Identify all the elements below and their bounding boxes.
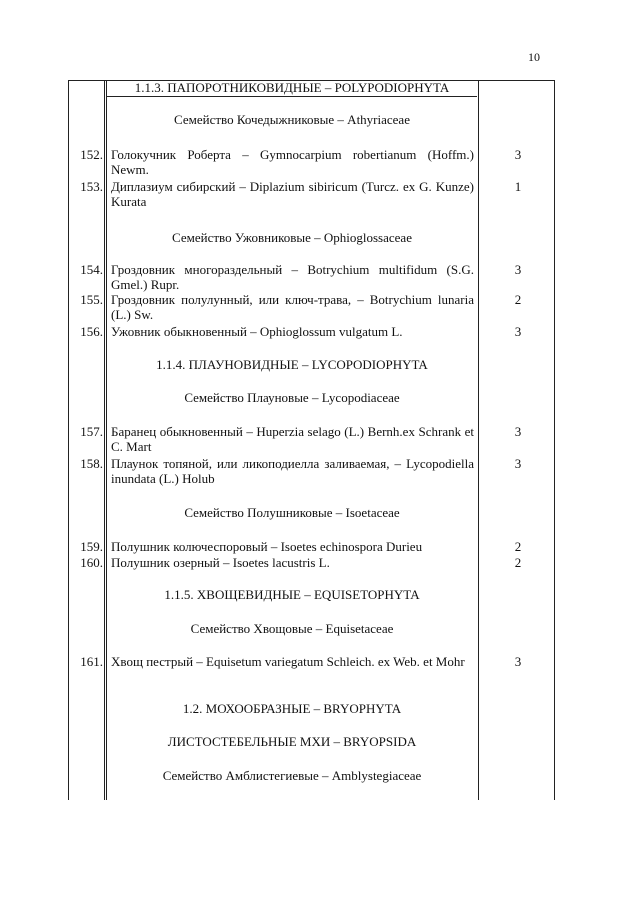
family-heading-equisetaceae: Семейство Хвощовые – Equisetaceae [190, 621, 394, 636]
entry-number: 156. [80, 324, 103, 339]
entry-category: 3 [514, 147, 522, 162]
entry-category: 3 [514, 654, 522, 669]
family-heading-isoetaceae: Семейство Полушниковые – Isoetaceae [184, 505, 400, 520]
entry-name: Ужовник обыкновенный – Ophioglossum vulgatum L. [111, 324, 403, 339]
section-heading-1-1-4: 1.1.4. ПЛАУНОВИДНЫЕ – LYCOPODIOPHYTA [156, 357, 428, 372]
entry-category: 3 [514, 424, 522, 439]
entry-name: Гроздовник многораздельный – Botrychium multifidum (S.G. Gmel.) Rupr. [111, 262, 474, 292]
entry-category: 2 [514, 539, 522, 554]
entry-category: 1 [514, 179, 522, 194]
entry-name: Полушник колючеспоровый – Isoetes echinospora Durieu [111, 539, 423, 554]
family-heading-amblystegiaceae: Семейство Амблистегиевые – Amblystegiaceae [162, 768, 422, 783]
entry-name: Плаунок топяной, или ликоподиелла заливаемая, – Lycopodiella inundata (L.) Holub [111, 456, 474, 486]
heading-underline [107, 96, 477, 97]
family-heading-lycopodiaceae: Семейство Плауновые – Lycopodiaceae [184, 390, 400, 405]
table-column-divider-num [104, 80, 107, 800]
family-heading-athyriaceae: Семейство Кочедыжниковые – Athyriaceae [174, 112, 410, 127]
section-heading-1-2: 1.2. МОХООБРАЗНЫЕ – BRYOPHYTA [182, 701, 402, 716]
entry-number: 157. [80, 424, 103, 439]
entry-number: 155. [80, 292, 103, 307]
entry-category: 3 [514, 456, 522, 471]
entry-number: 161. [80, 654, 103, 669]
entry-category: 2 [514, 292, 522, 307]
entry-number: 152. [80, 147, 103, 162]
table-right-border [554, 80, 555, 800]
entry-name: Голокучник Роберта – Gymnocarpium robertianum (Hoffm.) Newm. [111, 147, 474, 177]
entry-number: 154. [80, 262, 103, 277]
page-number: 10 [528, 50, 540, 64]
entry-name: Баранец обыкновенный – Huperzia selago (L.) Bernh.ex Schrank et C. Mart [111, 424, 474, 454]
entry-name: Диплазиум сибирский – Diplazium sibiricum (Turcz. ex G. Kunze) Kurata [111, 179, 474, 209]
class-heading-bryopsida: ЛИСТОСТЕБЕЛЬНЫЕ МХИ – BRYOPSIDA [167, 734, 417, 749]
entry-number: 159. [80, 539, 103, 554]
entry-number: 158. [80, 456, 103, 471]
entry-category: 3 [514, 262, 522, 277]
family-heading-ophioglossaceae: Семейство Ужовниковые – Ophioglossaceae [172, 230, 412, 245]
entry-name: Хвощ пестрый – Equisetum variegatum Schleich. ex Web. et Mohr [111, 654, 465, 669]
section-heading-1-1-3: 1.1.3. ПАПОРОТНИКОВИДНЫЕ – POLYPODIOPHYTA [134, 80, 450, 95]
entry-number: 153. [80, 179, 103, 194]
section-heading-1-1-5: 1.1.5. ХВОЩЕВИДНЫЕ – EQUISETOPHYTA [164, 587, 420, 602]
entry-name: Гроздовник полулунный, или ключ-трава, – Botrychium lunaria (L.) Sw. [111, 292, 474, 322]
entry-number: 160. [80, 555, 103, 570]
table-column-divider-cat [478, 80, 479, 800]
entry-name: Полушник озерный – Isoetes lacustris L. [111, 555, 330, 570]
entry-category: 3 [514, 324, 522, 339]
entry-category: 2 [514, 555, 522, 570]
